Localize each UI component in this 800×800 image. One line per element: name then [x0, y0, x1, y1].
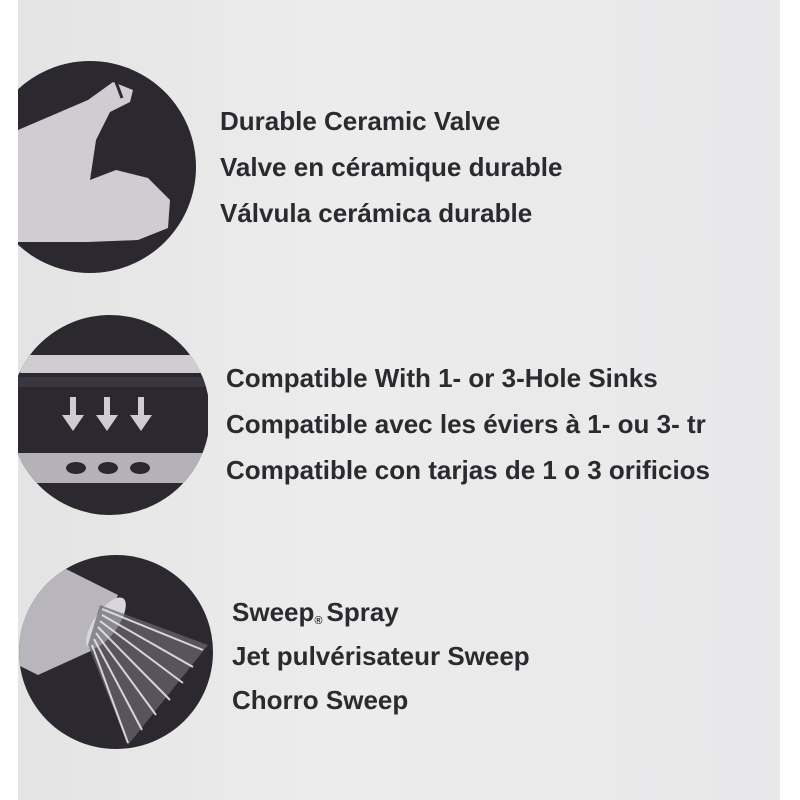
sweep-spray-icon	[18, 555, 218, 755]
feature-text	[220, 108, 563, 226]
flexed-arm-icon	[18, 60, 198, 280]
feature-line-en: Durable Ceramic Valve	[220, 106, 501, 136]
feature-line-es: Compatible con tarjas de 1 o 3 orificios	[226, 455, 711, 485]
feature-line-en-rest: Spray	[326, 597, 399, 627]
brand-name: Sweep	[232, 597, 315, 627]
feature-text	[226, 365, 710, 483]
feature-line-es: Válvula cerámica durable	[220, 198, 533, 228]
feature-line-es: Chorro Sweep	[232, 685, 409, 715]
feature-line-en: Compatible With 1- or 3-Hole Sinks	[226, 363, 658, 393]
feature-line-fr: Jet pulvérisateur Sweep	[232, 641, 530, 671]
feature-line-fr: Valve en céramique durable	[220, 152, 563, 182]
feature-text	[232, 599, 530, 713]
feature-ceramic-valve	[18, 60, 780, 275]
feature-sweep-spray	[18, 555, 780, 750]
feature-line-fr: Compatible avec les éviers à 1- ou 3- tr	[226, 409, 706, 439]
packaging-panel	[18, 0, 780, 800]
feature-line-en	[232, 599, 530, 625]
registered-mark: ®	[314, 615, 323, 627]
feature-sink-compatibility	[18, 315, 780, 515]
sink-holes-icon	[18, 315, 208, 520]
page-margin	[780, 0, 800, 800]
